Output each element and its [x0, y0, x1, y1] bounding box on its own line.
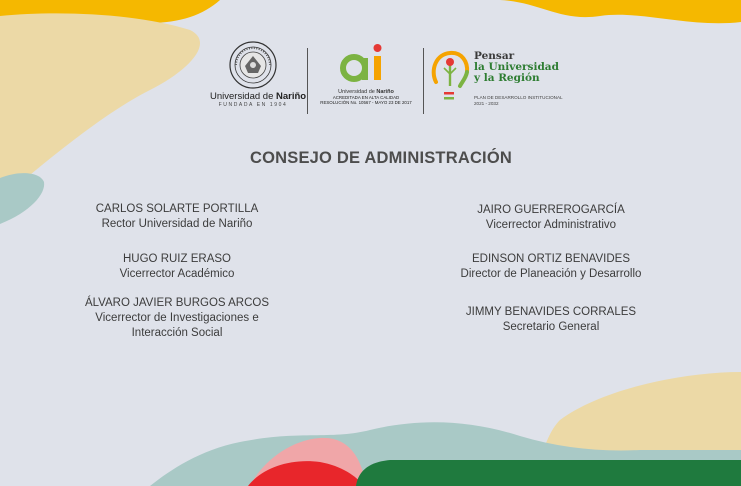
member-role: Vicerrector Académico	[119, 268, 235, 280]
head-tree-icon	[428, 48, 472, 108]
member-name: CARLOS SOLARTE PORTILLA	[95, 203, 259, 215]
bottom-green-band	[356, 460, 741, 486]
member-card	[421, 203, 681, 233]
accreditation-university-prefix: Universidad de	[338, 89, 377, 95]
member-name: HUGO RUIZ ERASO	[123, 253, 231, 265]
page-title: CONSEJO DE ADMINISTRACIÓN	[250, 149, 512, 167]
member-role: Vicerrector Administrativo	[485, 219, 617, 231]
member-card	[47, 202, 307, 232]
founded-text: FUNDADA EN 1904	[218, 102, 288, 108]
plan-years: 2021 - 2032	[474, 101, 499, 106]
header-logos	[0, 40, 741, 120]
member-role: Secretario General	[502, 321, 600, 333]
member-card	[47, 252, 307, 282]
university-name-prefix: Universidad de	[210, 91, 277, 102]
plan-title-line-3: y la Región	[474, 72, 540, 84]
plan-subtitle: PLAN DE DESARROLLO INSTITUCIONAL	[474, 95, 563, 100]
member-card	[421, 252, 681, 282]
member-name: EDINSON ORTIZ BENAVIDES	[471, 253, 631, 265]
member-role: Rector Universidad de Nariño	[101, 218, 253, 230]
universidad-narino-logo	[210, 40, 307, 108]
member-card	[421, 305, 681, 335]
plan-title-line-1: Pensar	[474, 50, 515, 62]
logo-divider	[423, 48, 424, 114]
accreditation-line-2: RESOLUCIÓN No. 10567 - MAYO 23 DE 2017	[320, 100, 412, 105]
accreditation-logo	[318, 42, 414, 105]
plan-title-line-2: la Universidad	[474, 61, 559, 73]
left-teal-blob	[0, 173, 44, 224]
member-card	[47, 296, 307, 341]
member-role-continued: Interacción Social	[131, 327, 223, 339]
member-name: JAIRO GUERREROGARCÍA	[477, 204, 625, 216]
accreditation-university-bold: Nariño	[376, 89, 394, 95]
member-name: JIMMY BENAVIDES CORRALES	[465, 306, 637, 318]
member-role: Vicerrector de Investigaciones e	[95, 312, 259, 324]
logo-divider	[307, 48, 308, 114]
university-name-bold: Nariño	[276, 91, 307, 102]
accreditation-line-1: ACREDITADA EN ALTA CALIDAD	[332, 95, 400, 100]
right-beige-blob	[540, 372, 741, 460]
member-role: Director de Planeación y Desarrollo	[460, 268, 642, 280]
ai-accreditation-icon	[336, 42, 396, 86]
member-name: ÁLVARO JAVIER BURGOS ARCOS	[84, 297, 270, 309]
university-seal-icon	[228, 40, 278, 90]
